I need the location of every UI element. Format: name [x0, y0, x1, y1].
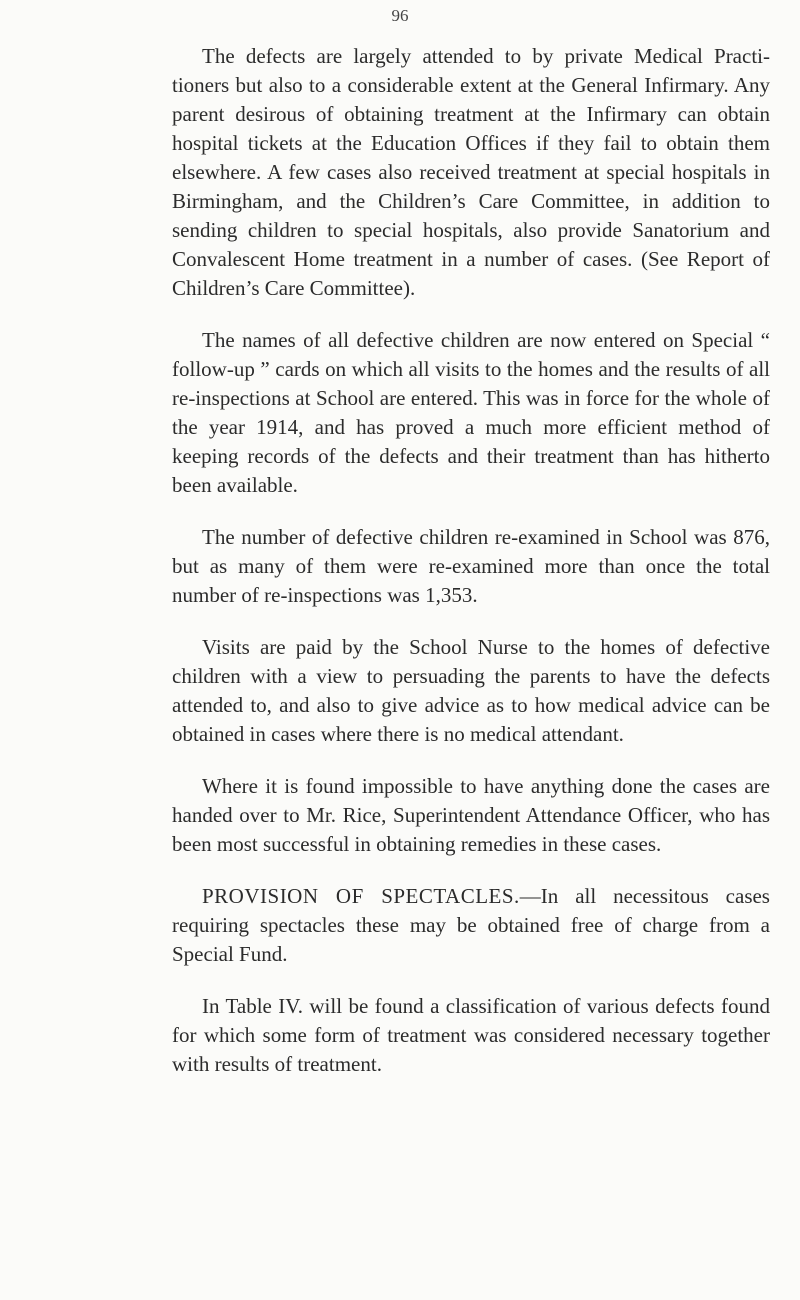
- paragraph-re-examined-count: The number of defective children re-examined in School was 876, but as many of them were re-examined more than once the total number of re-inspections was 1,353.: [172, 525, 770, 607]
- body-text: [172, 42, 770, 1102]
- spectacles-text: —In all necessitous cases requiring spectacles these may be obtained free of charge from a Special Fund.: [172, 884, 770, 966]
- page-number: 96: [391, 6, 409, 25]
- paragraph-private-practitioners: The defects are largely attended to by private Medical Practi-tioners but also to a considerable extent at the General Infirmary. Any parent desirous of obtaining treatment at the Infirmary can obtain hospital tickets at the Education Offices if they fail to obtain them elsewhere. A few cases also received treatment at special hospitals in Birmingham, and the Children’s Care Committee, in addition to sending children to special hospitals, also provide Sanatorium and Convalescent Home treatment in a number of cases. (See Report of Children’s Care Committee).: [172, 44, 770, 300]
- paragraph-attendance-officer: Where it is found impossible to have anything done the cases are handed over to Mr. Rice, Superintendent Attendance Officer, who has been most successful in obtaining remedies in these cases.: [172, 774, 770, 856]
- paragraph-nurse-visits: Visits are paid by the School Nurse to the homes of defective children with a view to persuading the parents to have the defects attended to, and also to give advice as to how medical advice can be obtained in cases where there is no medical attendant.: [172, 635, 770, 746]
- paragraph-follow-up-cards: The names of all defective children are now entered on Special “ follow-up ” cards on which all visits to the homes and the results of all re-inspections at School are entered. This was in force for the whole of the year 1914, and has proved a much more efficient method of keeping records of the defects and their treatment than has hitherto been available.: [172, 328, 770, 497]
- section-heading-spectacles: PROVISION OF SPECTACLES.: [202, 884, 520, 908]
- paragraph-table-iv-reference: In Table IV. will be found a classification of various defects found for which some form of treatment was considered necessary together with results of treatment.: [172, 994, 770, 1076]
- paragraph-provision-of-spectacles: [172, 882, 770, 969]
